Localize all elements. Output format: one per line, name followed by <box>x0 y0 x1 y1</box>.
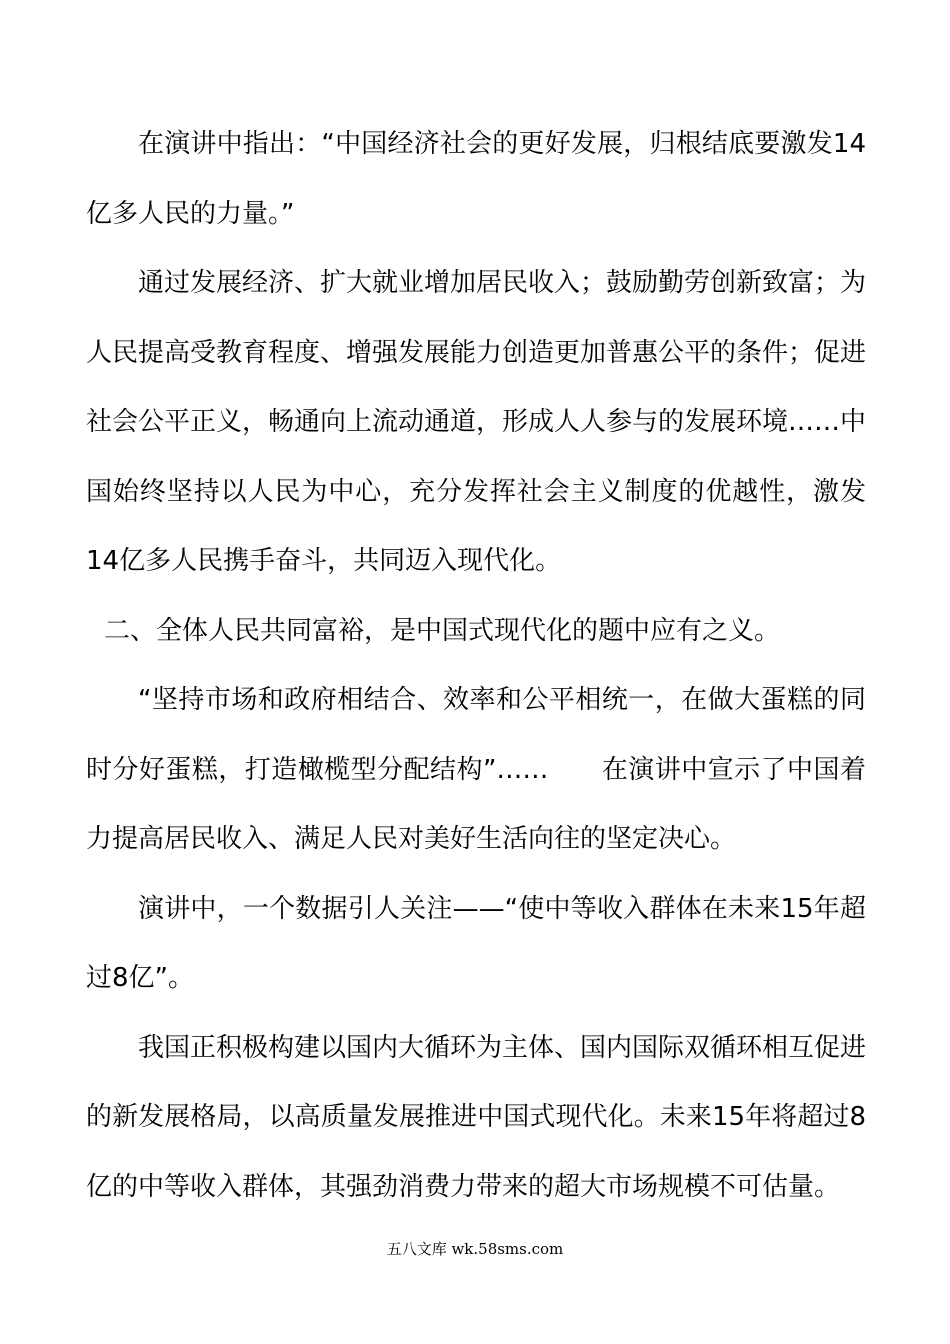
document-body <box>86 110 866 1222</box>
paragraph-middle-income-data: 演讲中，一个数据引人关注——“使中等收入群体在未来15年超过8亿”。 <box>86 893 866 993</box>
paragraph-new-development-pattern: 我国正积极构建以国内大循环为主体、国内国际双循环相互促进的新发展格局，以高质量发展推进中国式现代化。未来15年将超过8亿的中等收入群体，其强劲消费力带来的超大市场规模不可估量。 <box>86 1032 867 1202</box>
paragraph-distribution-structure: “坚持市场和政府相结合、效率和公平相统一，在做大蛋糕的同时分好蛋糕，打造橄榄型分配结构”…… 在演讲中宣示了中国着力提高居民收入、满足人民对美好生活向往的坚定决心。 <box>86 685 866 854</box>
page-footer-watermark: 五八文库 wk.58sms.com <box>386 1240 564 1258</box>
paragraph-development-measures: 通过发展经济、扩大就业增加居民收入；鼓励勤劳创新致富；为人民提高受教育程度、增强发展能力创造更加普惠公平的条件；促进社会公平正义，畅通向上流动通道，形成人人参与的发展环境……中国始终坚持以人民为中心，充分发挥社会主义制度的优越性，激发14亿多人民携手奋斗，共同迈入现代化。 <box>86 268 867 576</box>
section-heading-common-prosperity: 二、全体人民共同富裕，是中国式现代化的题中应有之义。 <box>104 615 781 646</box>
paragraph-speech-quote: 在演讲中指出：“中国经济社会的更好发展，归根结底要激发14亿多人民的力量。” <box>86 129 866 229</box>
